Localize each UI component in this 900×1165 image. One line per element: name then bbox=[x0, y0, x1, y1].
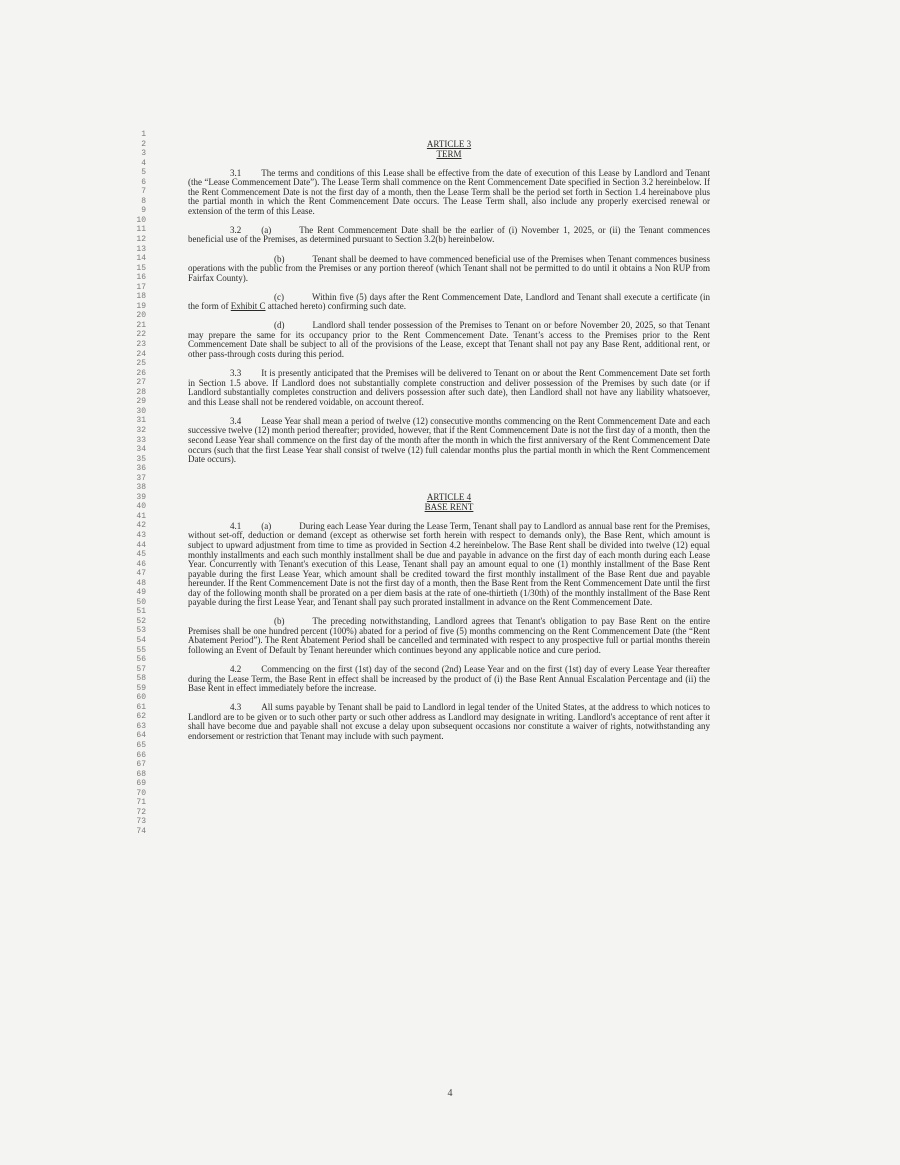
line-number: 2 bbox=[141, 139, 146, 149]
line-number: 18 bbox=[136, 292, 146, 302]
section-4-2: 4.2 Commencing on the first (1st) day of the second (2nd) Lease Year and on the first (1st) day of every Lease Year thereafter during the Lease Term, the Base Rent in effect shall be increased by the product of (i) the Base Rent Annual Escalation Percentage and (ii) the Base Rent in effect immediately before the increase. bbox=[188, 664, 710, 694]
line-number: 30 bbox=[136, 406, 146, 416]
line-number: 28 bbox=[136, 387, 146, 397]
line-number: 56 bbox=[136, 655, 146, 665]
line-number: 51 bbox=[136, 607, 146, 617]
line-number: 66 bbox=[136, 750, 146, 760]
line-number: 44 bbox=[136, 540, 146, 550]
line-number: 35 bbox=[136, 454, 146, 464]
line-number: 22 bbox=[136, 330, 146, 340]
line-number: 23 bbox=[136, 340, 146, 350]
line-number: 53 bbox=[136, 626, 146, 636]
line-number: 6 bbox=[141, 177, 146, 187]
line-number: 32 bbox=[136, 425, 146, 435]
line-number: 9 bbox=[141, 206, 146, 216]
section-3-1: 3.1 The terms and conditions of this Lease shall be effective from the date of execution of this Lease by Landlord and Tenant (the “Lease Commencement Date”). The Lease Term shall commence on the Rent Commencement Date specified in Section 3.2 hereinbelow. If the Rent Commencement Date is not the first day of a month, then the Lease Term shall be the period set forth in Section 1.4 hereinabove plus the partial month in which the Rent Commencement Date occurs. The Lease Term shall, also include any properly exercised renewal or extension of the term of this Lease. bbox=[188, 167, 710, 216]
line-number: 69 bbox=[136, 779, 146, 789]
section-3-2-d: (d) Landlord shall tender possession of the Premises to Tenant on or before November 20, 2025, so that Tenant may prepare the same for its occupancy prior to the Rent Commencement Date. Tenant’s access to the Premises prior to the Rent Commencement Date shall be subject to all of the provisions of the Lease, except that Tenant shall not pay any Base Rent, additional rent, or other pass-through costs during this period. bbox=[188, 320, 710, 360]
line-number: 25 bbox=[136, 359, 146, 369]
line-number: 29 bbox=[136, 397, 146, 407]
line-number: 12 bbox=[136, 235, 146, 245]
line-number: 73 bbox=[136, 817, 146, 827]
line-number: 43 bbox=[136, 530, 146, 540]
line-number: 19 bbox=[136, 301, 146, 311]
line-number: 68 bbox=[136, 769, 146, 779]
line-number-gutter bbox=[118, 130, 146, 836]
line-number: 21 bbox=[136, 320, 146, 330]
section-4-1-a: 4.1 (a) During each Lease Year during the Lease Term, Tenant shall pay to Landlord as annual base rent for the Premises, without set-off, deduction or demand (except as otherwise set forth herein with respect to demands only), the Base Rent, which amount is subject to upward adjustment from time to time as provided in Section 4.2 hereinbelow. The Base Rent shall be divided into twelve (12) equal monthly installments and each such monthly installment shall be due and payable in advance on the first day of each month during each Lease Year. Concurrently with Tenant's execution of this Lease, Tenant shall pay an amount equal to one (1) monthly installment of the Base Rent payable during the first Lease Year, which amount shall be credited toward the first monthly installment of the Base Rent due and payable hereunder. If the Rent Commencement Date is not the first day of a month, then the Base Rent from the Rent Commencement Date until the first day of the following month shall be prorated on a per diem basis at the rate of one-thirtieth (1/30th) of the monthly installment of the Base Rent payable during the first Lease Year, and Tenant shall pay such prorated installment in advance on the Rent Commencement Date. bbox=[188, 520, 710, 608]
line-number: 31 bbox=[136, 416, 146, 426]
line-number: 49 bbox=[136, 588, 146, 598]
line-number: 4 bbox=[141, 158, 146, 168]
line-number: 65 bbox=[136, 741, 146, 750]
line-number: 37 bbox=[136, 473, 146, 483]
line-number: 3 bbox=[141, 149, 146, 159]
article-3-title: TERM bbox=[436, 148, 462, 159]
line-number: 63 bbox=[136, 721, 146, 731]
section-4-1-b: (b) The preceding notwithstanding, Landlord agrees that Tenant's obligation to pay Base Rent on the entire Premises shall be one hundred percent (100%) abated for a period of five (5) months commencing on the Rent Commencement Date (the “Rent Abatement Period”). The Rent Abatement Period shall be cancelled and terminated with respect to any prospective full or partial months therein following an Event of Default by Tenant hereunder which continues beyond any applicable notice and cure period. bbox=[188, 616, 710, 655]
line-number: 59 bbox=[136, 683, 146, 693]
line-number: 41 bbox=[136, 511, 146, 521]
section-3-4: 3.4 Lease Year shall mean a period of twelve (12) consecutive months commencing on the Rent Commencement Date and each successive twelve (12) month period thereafter; provided, however, that if the Rent Commencement Date is not the first day of a month, then the second Lease Year shall commence on the first day of the month after the month in which the first anniversary of the Rent Commencement Date occurs (such that the first Lease Year shall consist of twelve (12) full calendar months plus the partial month in which the Rent Commencement Date occurs). bbox=[188, 415, 710, 465]
line-number: 39 bbox=[136, 492, 146, 502]
line-number: 50 bbox=[136, 597, 146, 607]
line-number: 52 bbox=[136, 616, 146, 626]
line-number: 72 bbox=[136, 807, 146, 817]
line-number: 47 bbox=[136, 569, 146, 579]
line-number: 64 bbox=[136, 731, 146, 741]
line-number: 17 bbox=[136, 282, 146, 292]
line-number: 62 bbox=[136, 712, 146, 722]
line-number: 27 bbox=[136, 378, 146, 388]
section-3-2-b: (b) Tenant shall be deemed to have commenced beneficial use of the Premises when Tenant commences business operations with the public from the Premises or any portion thereof (which Tenant shall not be permitted to do until it obtains a Non RUP from Fairfax County). bbox=[188, 253, 710, 283]
line-number: 74 bbox=[136, 826, 146, 836]
exhibit-c-reference: Exhibit C bbox=[230, 301, 266, 312]
article-3-heading: ARTICLE 3 bbox=[426, 139, 472, 149]
article-4-title: BASE RENT bbox=[424, 501, 474, 512]
line-number: 24 bbox=[136, 349, 146, 359]
line-number: 57 bbox=[136, 664, 146, 674]
section-3-2-a: 3.2 (a) The Rent Commencement Date shall be the earlier of (i) November 1, 2025, or (ii) the Tenant commences beneficial use of the Premises, as determined pursuant to Section 3.2(b) hereinbelow. bbox=[188, 224, 710, 245]
line-number: 11 bbox=[136, 225, 146, 235]
line-number: 48 bbox=[136, 578, 146, 588]
line-number: 8 bbox=[141, 196, 146, 206]
line-number: 60 bbox=[136, 693, 146, 703]
line-number: 55 bbox=[136, 645, 146, 655]
page-number: 4 bbox=[447, 1088, 453, 1099]
section-3-2-c: (c) Within five (5) days after the Rent Commencement Date, Landlord and Tenant shall execute a certificate (in the form of Exhibit C attached hereto) confirming such date. bbox=[188, 291, 710, 312]
section-3-3: 3.3 It is presently anticipated that the Premises will be delivered to Tenant on or about the Rent Commencement Date set forth in Section 1.5 above. If Landlord does not substantially complete construction and deliver possession of the Premises by such date (or if Landlord substantially completes construction and delivers possession after such date), then Landlord shall not have any liability whatsoever, and this Lease shall not be rendered voidable, on account thereof. bbox=[188, 368, 710, 407]
line-number: 70 bbox=[136, 788, 146, 798]
line-number: 42 bbox=[136, 521, 146, 531]
line-number: 7 bbox=[141, 187, 146, 197]
line-number: 36 bbox=[136, 464, 146, 474]
line-number: 34 bbox=[136, 445, 146, 455]
line-number: 71 bbox=[136, 798, 146, 808]
line-number: 16 bbox=[136, 273, 146, 283]
document-body bbox=[188, 140, 710, 741]
line-number: 33 bbox=[136, 435, 146, 445]
line-number: 26 bbox=[136, 368, 146, 378]
line-number: 20 bbox=[136, 311, 146, 321]
line-number: 5 bbox=[141, 168, 146, 178]
line-number: 1 bbox=[141, 130, 146, 139]
line-number: 46 bbox=[136, 559, 146, 569]
line-number: 38 bbox=[136, 483, 146, 493]
line-number: 45 bbox=[136, 550, 146, 560]
line-number: 40 bbox=[136, 502, 146, 512]
line-number: 10 bbox=[136, 215, 146, 225]
line-number: 15 bbox=[136, 263, 146, 273]
line-number: 14 bbox=[136, 254, 146, 264]
line-number: 67 bbox=[136, 760, 146, 770]
line-number: 58 bbox=[136, 674, 146, 684]
line-number: 54 bbox=[136, 635, 146, 645]
article-4-heading: ARTICLE 4 bbox=[426, 492, 472, 503]
section-4-3: 4.3 All sums payable by Tenant shall be paid to Landlord in legal tender of the United States, at the address to which notices to Landlord are to be given or to such other party or such other address as Landlord may designate in writing. Landlord's acceptance of rent after it shall have become due and payable shall not excuse a delay upon subsequent occasions nor constitute a waiver of rights, notwithstanding any endorsement or restriction that Tenant may include with such payment. bbox=[188, 702, 710, 741]
line-number: 13 bbox=[136, 244, 146, 254]
line-number: 61 bbox=[136, 702, 146, 712]
